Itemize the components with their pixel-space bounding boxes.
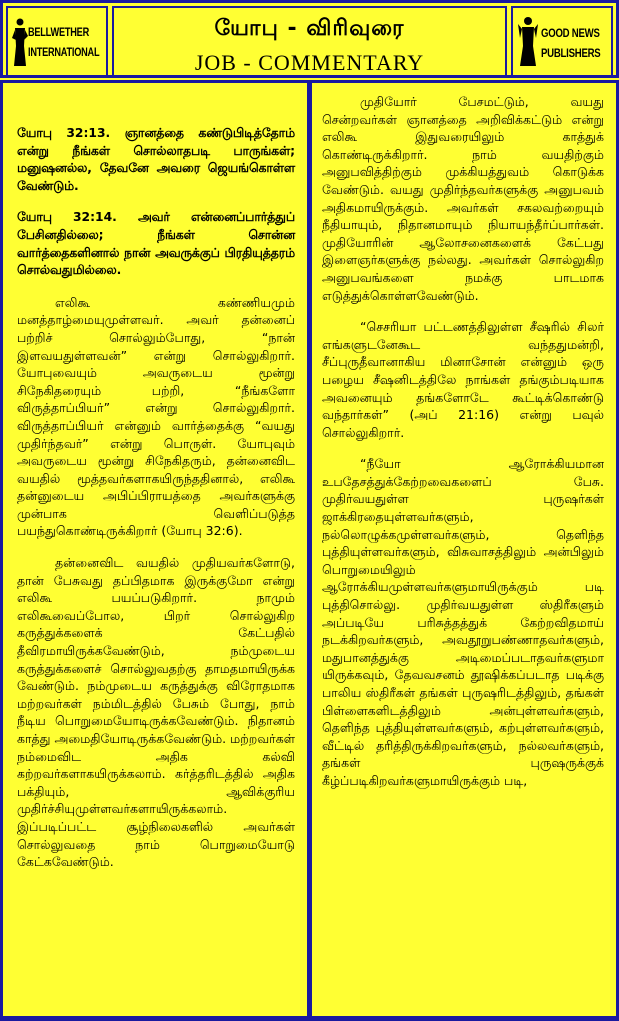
verse-job-32-14: யோபு 32:14. அவர் என்னைப்பார்த்துப் பேசினதில்லை; நீங்கள் சொன்ன வார்த்தைகளினால் நான் அவருக்குப் பிரதியுத்தரம் சொல்வதுமில்லை. bbox=[17, 210, 295, 278]
bellwether-logo-line-1: BELLWETHER bbox=[28, 27, 89, 39]
bottom-border bbox=[0, 1017, 619, 1021]
page-header bbox=[0, 0, 619, 78]
bellwether-figure-icon bbox=[12, 18, 28, 68]
bellwether-logo-text bbox=[28, 26, 99, 60]
right-column bbox=[309, 80, 619, 1019]
good-news-logo-text bbox=[541, 26, 600, 60]
good-news-logo bbox=[511, 6, 613, 78]
page-title-tamil: யோபு - விரிவுரை bbox=[214, 16, 405, 41]
good-news-logo-inner bbox=[517, 16, 609, 68]
good-news-logo-line-1: GOOD NEWS bbox=[541, 26, 600, 40]
bellwether-logo bbox=[6, 6, 108, 78]
left-column bbox=[0, 80, 310, 1019]
right-paragraph-2: “செசரியா பட்டணத்திலுள்ள சீஷரில் சிலர் எங்களுடனேகூட வந்ததுமன்றி, சீப்புருதீவானாகிய மினாசோன் என்னும் ஒரு பழைய சீஷனிடத்திலே நாங்கள் தங்கும்படியாக அவனையும் தங்களோடே கூட்டிக்கொண்டு வந்தார்கள்” (அப் 21:16) என்று பவுல் சொல்லுகிறார். bbox=[322, 319, 604, 440]
header-title-box bbox=[112, 6, 507, 78]
right-paragraph-3: “நீயோ ஆரோக்கியமான உபதேசத்துக்கேற்றவைகளைப் பேசு. முதிர்வயதுள்ள புருஷர்கள் ஜாக்கிரதையுள்ளவர்களும், நல்லொழுக்கமுள்ளவர்களும், தெளிந்த புத்தியுள்ளவர்களும், விசுவாசத்திலும் அன்பிலும் பொறுமையிலும் ஆரோக்கியமுள்ளவர்களுமாயிருக்கும் படி புத்திசொல்லு. முதிர்வயதுள்ள ஸ்திரீகளும் அப்படியே பரிசுத்தத்துக் கேற்றவிதமாய் நடக்கிறவர்களும், அவதூறுபண்ணாதவர்களும், மதுபானத்துக்கு அடிமைப்படாதவர்களுமா யிருக்கவும், தேவவசனம் தூஷிக்கப்படாத படிக்கு பாலிய ஸ்திரீகள் தங்கள் புருஷரிடத்திலும், தங்கள் பிள்ளைகளிடத்திலும் அன்புள்ளவர்களும், தெளிந்த புத்தியுள்ளவர்களும், கற்புள்ளவர்களும், வீட்டில் தரித்திருக்கிறவர்களும், நல்லவர்களும், தங்கள் புருஷருக்குக் கீழ்ப்படிகிறவர்களுமாயிருக்கும் படி, bbox=[322, 456, 604, 788]
good-news-logo-line-2: PUBLISHERS bbox=[541, 46, 601, 60]
right-column-content bbox=[312, 83, 616, 812]
right-paragraph-1: முதியோர் பேசமட்டும், வயது சென்றவர்கள் ஞானத்தை அறிவிக்கட்டும் என்று எலிகூ இதுவரையிலும் காத்துக் கொண்டிருக்கிறார். நாம் வயதிற்கும் அனுபவித்திற்கும் முக்கியத்துவம் கொடுக்க வேண்டும். வயது முதிர்ந்தவர்களுக்கு அனுபவம் அதிகமாயிருக்கும். அவர்கள் சகலவற்றையும் நீதியாயும், நிதானமாயும் நியாயந்தீர்ப்பார்கள். முதியோரின் ஆலோசனைகளைக் கேட்பது இளைஞர்களுக்கு நல்லது. அவர்கள் சொல்லுகிற அனுபவங்களை நமக்கு பாடமாக எடுத்துக்கொள்ளவேண்டும். bbox=[322, 94, 604, 303]
page-title-english: JOB - COMMENTARY bbox=[194, 50, 425, 75]
left-column-content bbox=[3, 83, 307, 893]
verse-job-32-13: யோபு 32:13. ஞானத்தை கண்டுபிடித்தோம் என்று நீங்கள் சொல்லாதபடி பாருங்கள்; மனுஷனல்ல, தேவனே அவரை ஜெயங்கொள்ள வேண்டும். bbox=[17, 126, 295, 193]
left-paragraph-2: தன்னைவிட வயதில் முதியவர்களோடு, தான் பேசுவது தப்பிதமாக இருக்குமோ என்று எலிகூ பயப்படுகிறார். நாமும் எலிகூவைப்போல, பிறர் சொல்லுகிற கருத்துக்களைக் கேட்பதில் தீவிரமாயிருக்கவேண்டும், நம்முடைய கருத்துக்களைச் சொல்லுவதற்கு தாமதமாயிருக்க வேண்டும். நம்முடைய கருத்துக்கு விரோதமாக மற்றவர்கள் நம்மிடத்தில் பேசும் போது, நாம் நீடிய பொறுமையோடிருக்கவேண்டும். நிதானம் காத்து அமைதியோடிருக்கவேண்டும். மற்றவர்கள் நம்மைவிட அதிக கல்வி கற்றவர்களாகயிருக்கலாம். கர்த்தரிடத்தில் அதிக பக்தியும், ஆவிக்குரிய முதிர்ச்சியுமுள்ளவர்களாயிருக்கலாம். இப்படிப்பட்ட சூழ்நிலைகளில் அவர்கள் சொல்லுவதை நாம் பொறுமையோடு கேட்கவேண்டும். bbox=[17, 555, 295, 870]
left-paragraph-1: எலிகூ கண்ணியமும் மனத்தாழ்மையுமுள்ளவர். அவர் தன்னைப் பற்றிச் சொல்லும்போது, “நான் இளவயதுள்ளவன்” என்று சொல்லுகிறார். யோபுவையும் அவருடைய மூன்று சிநேகிதரையும் பற்றி, “நீங்களோ விருத்தாப்பியர்” என்று சொல்லுகிறார். விருத்தாப்பியர் என்னும் வார்த்தைக்கு “வயது முதிர்ந்தவர்” என்று பொருள். யோபுவும் அவருடைய மூன்று சிநேகிதரும், தன்னைவிட வயதில் மூத்தவர்களாகயிருந்ததினால், எலிகூ தன்னுடைய அபிப்பிராயத்தை அவர்களுக்கு முன்பாக வெளிப்படுத்த பயந்துகொண்டிருக்கிறார் (யோபு 32:6). bbox=[17, 294, 295, 539]
bellwether-logo-inner bbox=[12, 16, 104, 68]
bellwether-logo-line-2: INTERNATIONAL bbox=[28, 47, 100, 59]
good-news-figure-icon bbox=[517, 16, 539, 68]
